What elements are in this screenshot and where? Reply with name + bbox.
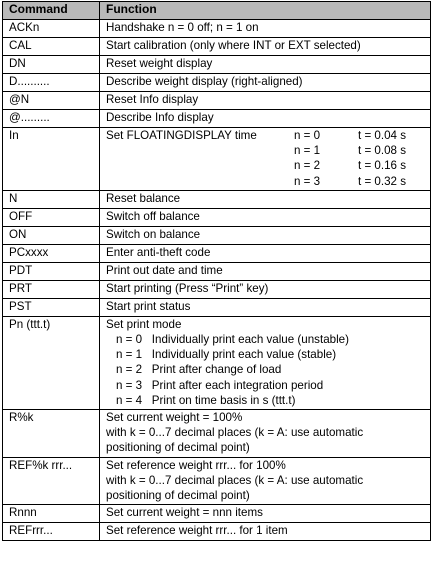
table-row bbox=[3, 74, 431, 92]
command-cell: PST bbox=[3, 298, 100, 316]
print-mode-option: n = 4 Print on time basis in s (ttt.t) bbox=[116, 393, 296, 407]
function-cell bbox=[100, 457, 431, 505]
function-line: Enter anti-theft code bbox=[106, 245, 211, 259]
function-line: with k = 0...7 decimal places (k = A: use automatic bbox=[106, 426, 364, 440]
floating-n: n = 2 bbox=[294, 159, 321, 173]
command-cell: PRT bbox=[3, 280, 100, 298]
function-line: Handshake n = 0 off; n = 1 on bbox=[106, 21, 259, 34]
command-cell: PDT bbox=[3, 262, 100, 280]
function-cell bbox=[100, 280, 431, 298]
command-cell: ACKn bbox=[3, 20, 100, 38]
function-line: Start print status bbox=[106, 299, 191, 313]
function-cell bbox=[100, 244, 431, 262]
table-row bbox=[3, 457, 431, 505]
function-cell bbox=[100, 128, 431, 191]
table-row bbox=[3, 20, 431, 38]
function-cell bbox=[100, 20, 431, 38]
function-cell bbox=[100, 523, 431, 541]
function-cell bbox=[100, 92, 431, 110]
print-mode-option: n = 2 Print after change of load bbox=[116, 363, 282, 377]
table-row bbox=[3, 110, 431, 128]
floating-n: n = 3 bbox=[294, 174, 321, 188]
command-cell: @N bbox=[3, 92, 100, 110]
table-row bbox=[3, 190, 431, 208]
print-mode-option: n = 1 Individually print each value (stable) bbox=[116, 348, 337, 362]
floating-n: n = 0 bbox=[294, 129, 321, 142]
print-mode-option: n = 0 Individually print each value (unstable) bbox=[116, 333, 349, 347]
function-cell bbox=[100, 262, 431, 280]
function-line: Reset weight display bbox=[106, 57, 213, 70]
function-line: Start calibration (only where INT or EXT selected) bbox=[106, 39, 361, 52]
function-line: Start printing (Press “Print” key) bbox=[106, 281, 269, 295]
function-cell bbox=[100, 505, 431, 523]
command-cell: CAL bbox=[3, 38, 100, 56]
function-line: Reset Info display bbox=[106, 93, 199, 106]
header-function: Function bbox=[100, 2, 431, 20]
function-cell bbox=[100, 298, 431, 316]
function-cell bbox=[100, 190, 431, 208]
table-row bbox=[3, 410, 431, 458]
header-command: Command bbox=[3, 2, 100, 20]
table-row bbox=[3, 523, 431, 541]
function-cell bbox=[100, 316, 431, 409]
function-line: positioning of decimal point) bbox=[106, 489, 250, 503]
table-row bbox=[3, 208, 431, 226]
function-line: Set current weight = nnn items bbox=[106, 506, 263, 520]
floating-n: n = 1 bbox=[294, 144, 321, 158]
table-row bbox=[3, 92, 431, 110]
function-line: Switch on balance bbox=[106, 227, 201, 241]
function-line: positioning of decimal point) bbox=[106, 441, 250, 455]
floating-t: t = 0.08 s bbox=[358, 144, 407, 158]
table-row bbox=[3, 38, 431, 56]
function-cell bbox=[100, 110, 431, 128]
table-header-row bbox=[3, 2, 431, 20]
function-line: Set reference weight rrr... for 1 item bbox=[106, 524, 288, 538]
command-table-wrapper bbox=[2, 1, 431, 541]
function-line: Switch off balance bbox=[106, 209, 200, 223]
table-row bbox=[3, 298, 431, 316]
function-line: with k = 0...7 decimal places (k = A: use automatic bbox=[106, 473, 364, 487]
command-cell: In bbox=[3, 128, 100, 191]
function-cell bbox=[100, 56, 431, 74]
function-line: Print out date and time bbox=[106, 263, 223, 277]
function-line: Describe weight display (right-aligned) bbox=[106, 75, 303, 88]
command-table bbox=[2, 1, 431, 541]
table-row-floating-display bbox=[3, 128, 431, 191]
function-cell bbox=[100, 74, 431, 92]
print-mode-option: n = 3 Print after each integration period bbox=[116, 378, 324, 392]
command-cell: REFrrr... bbox=[3, 523, 100, 541]
function-line: Reset balance bbox=[106, 191, 181, 205]
function-cell bbox=[100, 208, 431, 226]
function-cell bbox=[100, 226, 431, 244]
function-line: Set current weight = 100% bbox=[106, 411, 243, 425]
table-row bbox=[3, 244, 431, 262]
print-mode-title: Set print mode bbox=[106, 317, 182, 331]
table-row bbox=[3, 262, 431, 280]
function-line: Describe Info display bbox=[106, 111, 214, 124]
function-cell bbox=[100, 410, 431, 458]
table-body bbox=[3, 20, 431, 541]
table-row-print-mode bbox=[3, 316, 431, 409]
command-cell: @......... bbox=[3, 110, 100, 128]
table-row bbox=[3, 505, 431, 523]
command-cell: DN bbox=[3, 56, 100, 74]
command-cell: PCxxxx bbox=[3, 244, 100, 262]
table-row bbox=[3, 280, 431, 298]
command-cell: Pn (ttt.t) bbox=[3, 316, 100, 409]
function-line: Set reference weight rrr... for 100% bbox=[106, 458, 286, 472]
floating-t: t = 0.16 s bbox=[358, 159, 407, 173]
function-cell bbox=[100, 38, 431, 56]
floating-display-label: Set FLOATINGDISPLAY time bbox=[106, 129, 257, 142]
command-cell: Rnnn bbox=[3, 505, 100, 523]
command-cell: R%k bbox=[3, 410, 100, 458]
command-cell: ON bbox=[3, 226, 100, 244]
command-cell: REF%k rrr... bbox=[3, 457, 100, 505]
floating-t: t = 0.04 s bbox=[358, 129, 407, 142]
command-cell: D.......... bbox=[3, 74, 100, 92]
command-cell: N bbox=[3, 190, 100, 208]
floating-t: t = 0.32 s bbox=[358, 174, 407, 188]
command-cell: OFF bbox=[3, 208, 100, 226]
table-row bbox=[3, 226, 431, 244]
table-row bbox=[3, 56, 431, 74]
